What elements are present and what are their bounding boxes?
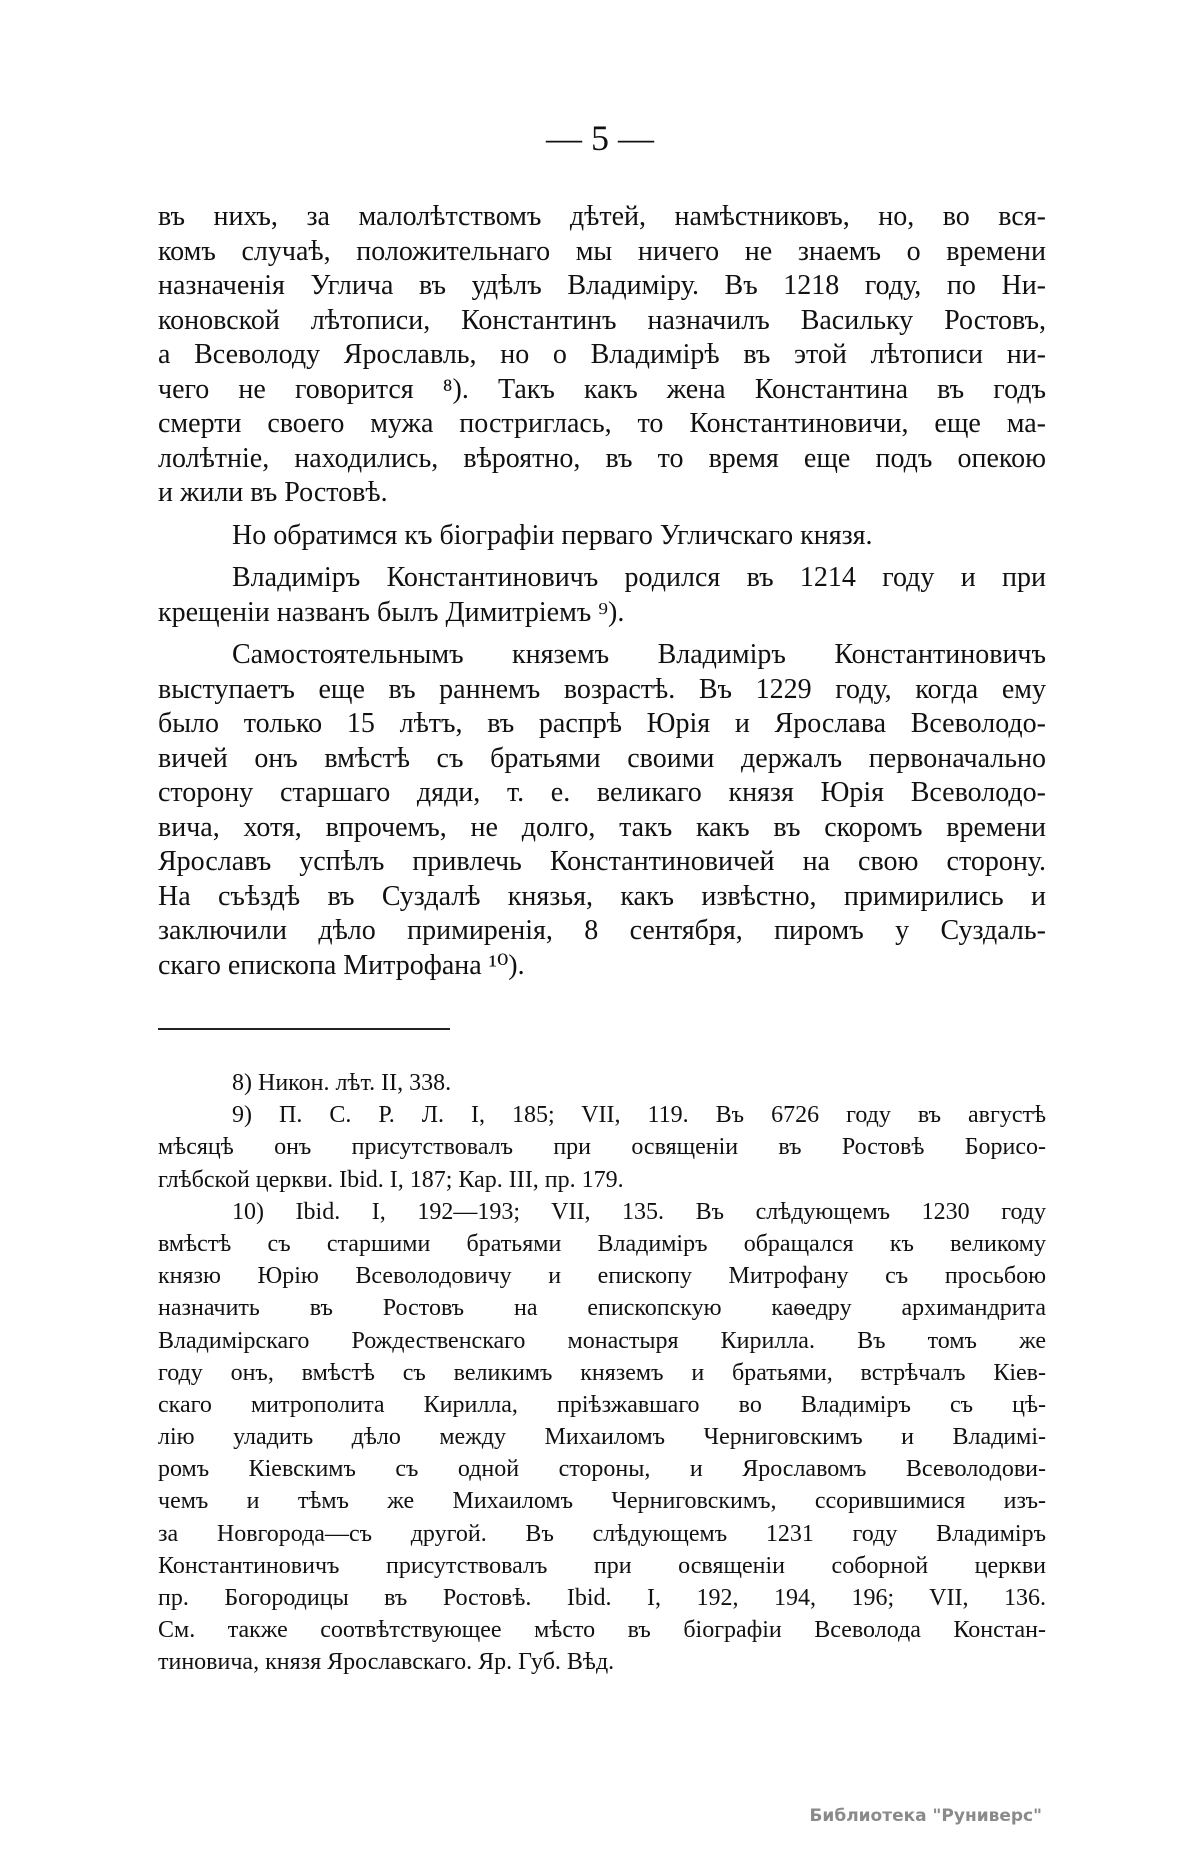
text-line: скаго митрополита Кирилла, пріѣзжавшаго во Владиміръ съ цѣ- <box>158 1391 1046 1418</box>
main-text <box>158 200 1046 991</box>
text-line: и жили въ Ростовѣ. <box>158 477 388 508</box>
text-line: въ нихъ, за малолѣтствомъ дѣтей, намѣстниковъ, но, во вся- <box>158 201 1046 232</box>
text-line: году онъ, вмѣстѣ съ великимъ княземъ и братьями, встрѣчалъ Кіев- <box>158 1359 1046 1386</box>
text-line: См. также соотвѣтствующее мѣсто въ біографіи Всеволода Констан- <box>158 1617 1046 1644</box>
text-line: вича, хотя, впрочемъ, не долго, такъ какъ въ скоромъ времени <box>158 811 1046 843</box>
text-line: Самостоятельнымъ княземъ Владиміръ Константиновичъ <box>232 639 1046 670</box>
text-line: тиновича, князя Ярославскаго. Яр. Губ. Вѣд. <box>158 1649 615 1676</box>
text-line: скаго епископа Митрофана ¹⁰). <box>158 949 525 981</box>
text-line: а Всеволоду Ярославль, но о Владимірѣ въ этой лѣтописи ни- <box>158 339 1046 370</box>
text-line: назначенія Углича въ удѣлъ Владиміру. Въ 1218 году, по Ни- <box>158 270 1046 301</box>
text-line: Владимірскаго Рождественскаго монастыря Кирилла. Въ томъ же <box>158 1327 1046 1354</box>
text-line: комъ случаѣ, положительнаго мы ничего не знаемъ о времени <box>158 235 1046 267</box>
text-line: вичей онъ вмѣстѣ съ братьями своими держалъ первоначально <box>158 742 1046 774</box>
text-line: чемъ и тѣмъ же Михаиломъ Черниговскимъ, ссорившимися изъ- <box>158 1488 1046 1515</box>
text-line: за Новгорода—съ другой. Въ слѣдующемъ 1231 году Владиміръ <box>158 1520 1046 1547</box>
paragraph <box>158 638 1046 983</box>
footnote <box>158 1067 1046 1099</box>
text-line: было только 15 лѣтъ, въ распрѣ Юрія и Ярослава Всеволодо- <box>158 708 1046 739</box>
footnote-separator <box>158 1028 450 1030</box>
text-line: На съѣздѣ въ Суздалѣ князья, какъ извѣстно, примирились и <box>158 880 1046 912</box>
text-line: 9) П. С. Р. Л. I, 185; VII, 119. Въ 6726 году въ августѣ <box>232 1102 1046 1129</box>
text-line: назначить въ Ростовъ на епископскую каѳедру архимандрита <box>158 1295 1046 1322</box>
text-line: вмѣстѣ съ старшими братьями Владиміръ обращался къ великому <box>158 1230 1046 1257</box>
footnote <box>158 1196 1046 1679</box>
paragraph <box>158 561 1046 630</box>
text-line: выступаетъ еще въ раннемъ возрастѣ. Въ 1229 году, когда ему <box>158 673 1046 705</box>
text-line: Владиміръ Константиновичъ родился въ 1214 году и при <box>232 562 1046 593</box>
text-line: ромъ Кіевскимъ съ одной стороны, и Ярославомъ Всеволодови- <box>158 1456 1046 1483</box>
text-line: 8) Никон. лѣт. II, 338. <box>232 1070 452 1096</box>
footnotes <box>158 1067 1046 1679</box>
text-line: лію уладить дѣло между Михаиломъ Черниговскимъ и Владимі- <box>158 1424 1046 1451</box>
text-line: пр. Богородицы въ Ростовѣ. Ibid. I, 192, 194, 196; VII, 136. <box>158 1585 1046 1611</box>
text-line: сторону старшаго дяди, т. е. великаго князя Юрія Всеволодо- <box>158 777 1046 808</box>
paragraph <box>158 519 1046 554</box>
text-line: Константиновичъ присутствовалъ при освященіи соборной церкви <box>158 1552 1046 1579</box>
text-line: мѣсяцѣ онъ присутствовалъ при освященіи въ Ростовѣ Борисо- <box>158 1134 1046 1161</box>
text-line: глѣбской церкви. Ibid. I, 187; Кар. III, пр. 179. <box>158 1166 624 1193</box>
text-line: Но обратимся къ біографіи перваго Угличскаго князя. <box>232 519 873 551</box>
text-line: 10) Ibid. I, 192—193; VII, 135. Въ слѣдующемъ 1230 году <box>232 1198 1046 1225</box>
text-line: князю Юрію Всеволодовичу и епископу Митрофану съ просьбою <box>158 1263 1046 1290</box>
text-line: смерти своего мужа постриглась, то Константиновичи, еще ма- <box>158 408 1046 439</box>
text-line: коновской лѣтописи, Константинъ назначилъ Васильку Ростовъ, <box>158 304 1046 336</box>
text-line: лолѣтніе, находились, вѣроятно, въ то время еще подъ опекою <box>158 442 1046 474</box>
text-line: заключили дѣло примиренія, 8 сентября, пиромъ у Суздаль- <box>158 915 1046 946</box>
text-line: крещеніи названъ былъ Димитріемъ ⁹). <box>158 596 625 628</box>
text-line: Ярославъ успѣлъ привлечь Константиновичей на свою сторону. <box>158 846 1046 877</box>
text-line: чего не говорится ⁸). Такъ какъ жена Константина въ годъ <box>158 373 1046 405</box>
paragraph <box>158 200 1046 511</box>
page-number: — 5 — <box>546 118 654 158</box>
library-watermark: Библиотека "Руниверс" <box>809 1806 1042 1826</box>
footnote <box>158 1099 1046 1196</box>
